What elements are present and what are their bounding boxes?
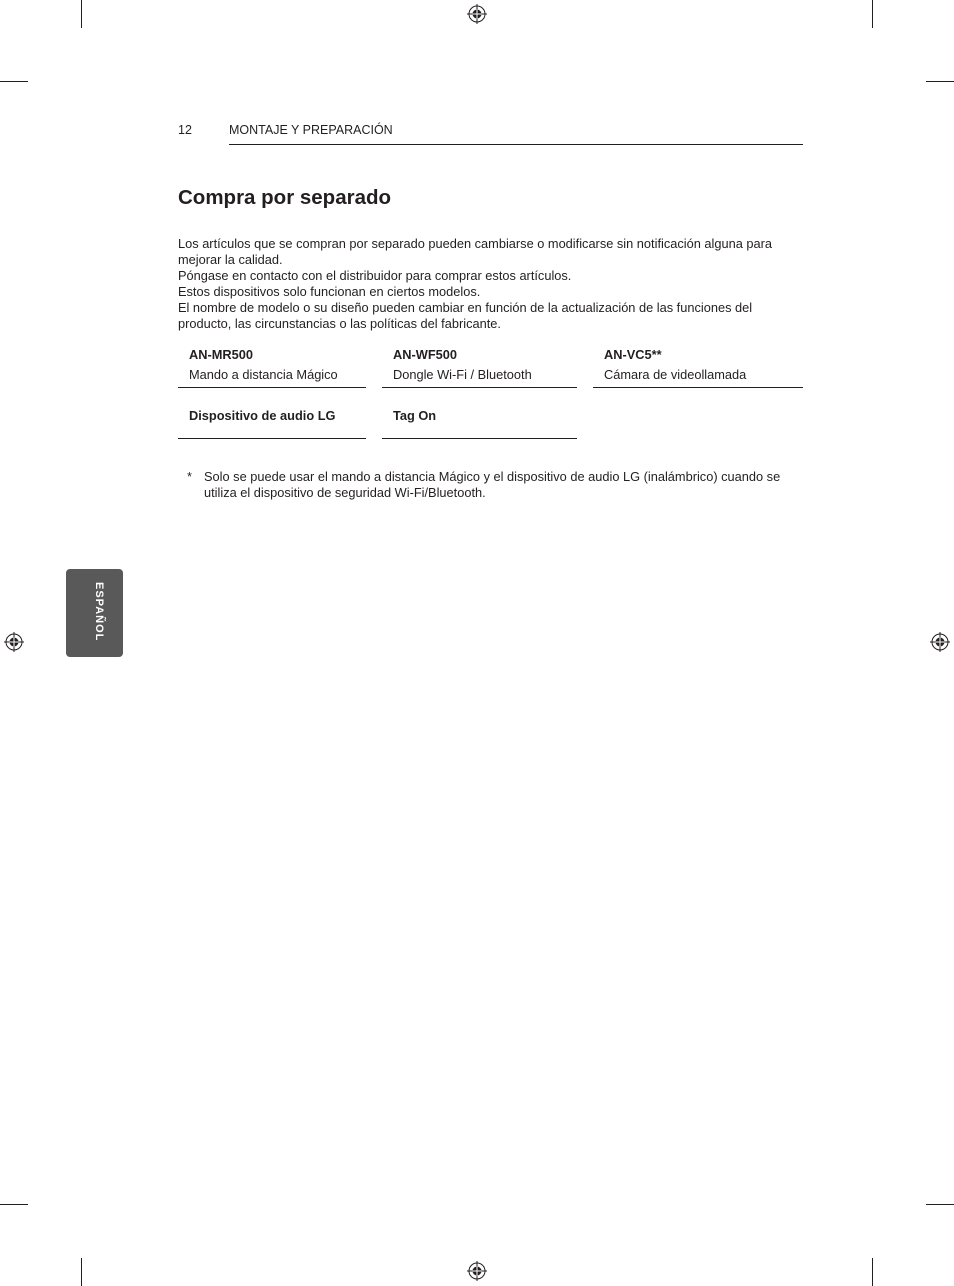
header-rule bbox=[229, 144, 803, 145]
page-title: Compra por separado bbox=[178, 186, 392, 209]
crop-mark bbox=[81, 0, 82, 28]
item-description: Cámara de videollamada bbox=[604, 367, 747, 382]
crop-mark bbox=[926, 1204, 954, 1205]
item-model: AN-MR500 bbox=[189, 347, 253, 362]
crop-mark bbox=[0, 81, 28, 82]
registration-mark-icon bbox=[467, 4, 487, 24]
registration-mark-icon bbox=[467, 1261, 487, 1281]
item-model: Dispositivo de audio LG bbox=[189, 408, 336, 423]
registration-mark-icon bbox=[930, 632, 950, 652]
intro-text bbox=[178, 236, 806, 332]
item-lg-audio-device bbox=[178, 401, 366, 439]
item-an-wf500 bbox=[382, 340, 577, 388]
page-number: 12 bbox=[178, 123, 192, 137]
item-model: Tag On bbox=[393, 408, 437, 423]
intro-paragraph: Los artículos que se compran por separado pueden cambiarse o modificarse sin notificación alguna para mejorar la calidad. bbox=[178, 236, 772, 267]
item-an-vc5 bbox=[593, 340, 803, 388]
page-header bbox=[178, 122, 803, 146]
crop-mark bbox=[926, 81, 954, 82]
item-model: AN-VC5** bbox=[604, 347, 662, 362]
item-model: AN-WF500 bbox=[393, 347, 457, 362]
item-description: Mando a distancia Mágico bbox=[189, 367, 338, 382]
crop-mark bbox=[0, 1204, 28, 1205]
footnote-text: Solo se puede usar el mando a distancia Mágico y el dispositivo de audio LG (inalámbrico) cuando se utiliza el dispositivo de seguridad Wi-Fi/Bluetooth. bbox=[204, 469, 781, 500]
crop-mark bbox=[872, 0, 873, 28]
intro-paragraph: Estos dispositivos solo funcionan en ciertos modelos. bbox=[178, 284, 481, 299]
intro-paragraph: El nombre de modelo o su diseño pueden cambiar en función de la actualización de las funciones del producto, las circunstancias o las políticas del fabricante. bbox=[178, 300, 753, 331]
crop-mark bbox=[872, 1258, 873, 1286]
item-an-mr500 bbox=[178, 340, 366, 388]
item-tag-on bbox=[382, 401, 577, 439]
footnote-marker: * bbox=[187, 469, 192, 484]
registration-mark-icon bbox=[4, 632, 24, 652]
intro-paragraph: Póngase en contacto con el distribuidor para comprar estos artículos. bbox=[178, 268, 572, 283]
language-label: ESPAÑOL bbox=[93, 582, 105, 642]
section-name: MONTAJE Y PREPARACIÓN bbox=[229, 123, 393, 137]
crop-mark bbox=[81, 1258, 82, 1286]
item-description: Dongle Wi-Fi / Bluetooth bbox=[393, 367, 532, 382]
language-tab bbox=[66, 569, 123, 657]
